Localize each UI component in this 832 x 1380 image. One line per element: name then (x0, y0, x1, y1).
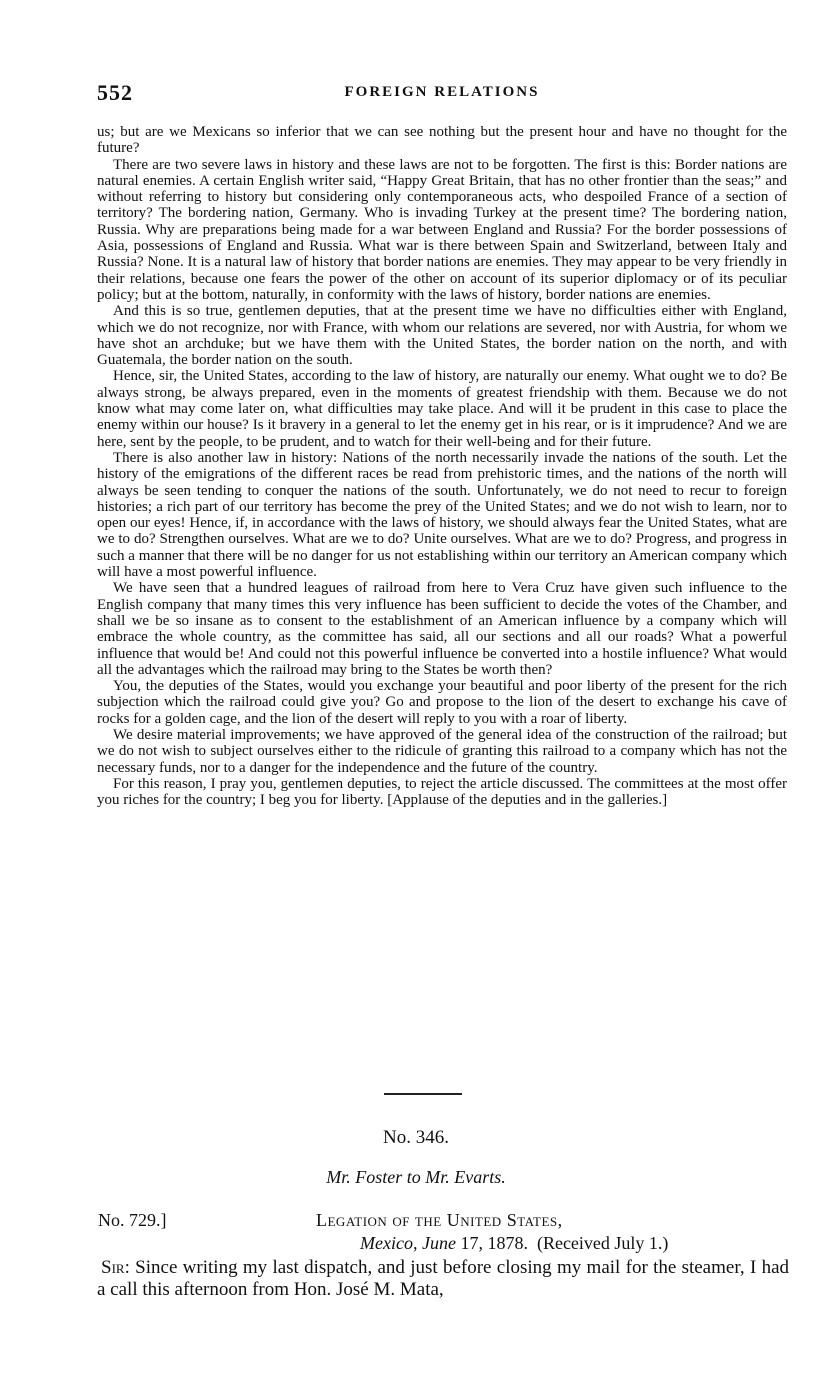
section-divider (384, 1093, 462, 1095)
dateline-month: June (421, 1233, 456, 1253)
legation-line: Legation of the United States, (316, 1210, 563, 1230)
paragraph: Hence, sir, the United States, according to the law of history, are naturally our enemy. What ought we to do? Be always strong, be always prepared, even in the moments of greatest friendship with them. Because we do not know what may come later on, what difficulties may take place. And will it be prudent in this case to place the enemy within our house? Is it bravery in a general to let the enemy get in his rear, or is it imprudence? And we are here, sent by the people, to be prudent, and to watch for their well-being and for their future. (97, 368, 787, 450)
paragraph: We desire material improvements; we have approved of the general idea of the construction of the railroad; but we do not wish to subject ourselves either to the ridicule of granting this railroad to a company which has not the necessary funds, nor to a danger for the independence and the future of the country. (97, 726, 787, 776)
paragraph: For this reason, I pray you, gentlemen deputies, to reject the article discussed. The committees at the most offer you riches for the country; I beg you for liberty. [Applause of the deputies and in the galleries.] (97, 775, 787, 809)
page-number: 552 (97, 80, 133, 105)
document-subject: Mr. Foster to Mr. Evarts. (326, 1167, 506, 1187)
paragraph: We have seen that a hundred leagues of railroad from here to Vera Cruz have given such influence to the English company that many times this very influence has been sufficient to decide the votes of the Chamber, and shall we be so insane as to consent to the establishment of an American influence by a company which will embrace the whole country, as the committee has said, all our sections and all our roads? What a powerful influence that would be! And could not this powerful influence be converted into a hostile influence? What would all the advantages which the railroad may bring to the States be worth then? (97, 580, 787, 678)
paragraph: And this is so true, gentlemen deputies, that at the present time we have no difficulties either with England, which we do not recognize, nor with France, with whom our relations are severed, nor with Austria, for whom we have shot an archduke; but we have them with the United States, the border nation on the north, and with Guatemala, the border nation on the south. (97, 303, 787, 369)
dateline (360, 1233, 668, 1254)
received-date: (Received July 1.) (536, 1233, 669, 1253)
paragraph: us; but are we Mexicans so inferior that we can see nothing but the present hour and have no thought for the future? (97, 124, 787, 157)
running-head: FOREIGN RELATIONS (344, 84, 540, 100)
paragraph: There is also another law in history: Nations of the north necessarily invade the nations of the south. Let the history of the emigrations of the different races be read from prehistoric times, and the nations of the north will always be seen tending to conquer the nations of the south. Unfortunately, we do not need to recur to foreign histories; a rich part of our territory has become the prey of the United States; and we do not wish to learn, nor to open our eyes! Hence, if, in accordance with the laws of history, we should always fear the United States, what are we to do? Strengthen ourselves. What are we to do? Unite ourselves. What are we to do? Progress, and progress in such a manner that there will be no danger for us not establishing within our territory an American company which will have a most powerful influence. (97, 449, 787, 581)
document-number: No. 346. (383, 1127, 449, 1148)
dispatch-number: No. 729.] (98, 1210, 167, 1230)
paragraph: You, the deputies of the States, would you exchange your beautiful and poor liberty of the present for the rich subjection which the railroad could give you? Go and propose to the lion of the desert to exchange his cave of rocks for a golden cage, and the lion of the desert will reply to you with a roar of liberty. (97, 678, 787, 727)
dateline-place: Mexico, (360, 1233, 418, 1253)
letter-text: Since writing my last dispatch, and just before closing my mail for the steamer, I had a call this afternoon from Hon. José M. Mata, (97, 1257, 789, 1300)
dateline-date: 17, 1878. (460, 1233, 528, 1253)
paragraph: There are two severe laws in history and these laws are not to be forgotten. The first is this: Border nations are natural enemies. A certain English writer said, “Happy Great Britain, that has no other frontier than the seas;” and without referring to history but considering only contemporaneous acts, who despoiled France of a section of territory? The bordering nation, Germany. Who is invading Turkey at the present time? The bordering nation, Russia. Why are preparations being made for a war between England and Russia? For the border possessions of Asia, possessions of England and Russia. What war is there between Spain and Switzerland, between Italy and Russia? None. It is a natural law of history that border nations are enemies. They may appear to be very friendly in their relations, because one fears the power of the other on account of its superior diplomacy or of its peculiar policy; but at the bottom, naturally, in conformity with the laws of history, border nations are enemies. (97, 156, 787, 303)
letter-opening (97, 1257, 789, 1301)
letter-body (97, 1257, 789, 1301)
page-header (97, 80, 787, 108)
speech-body (97, 124, 787, 808)
salutation: Sir: (101, 1257, 130, 1278)
